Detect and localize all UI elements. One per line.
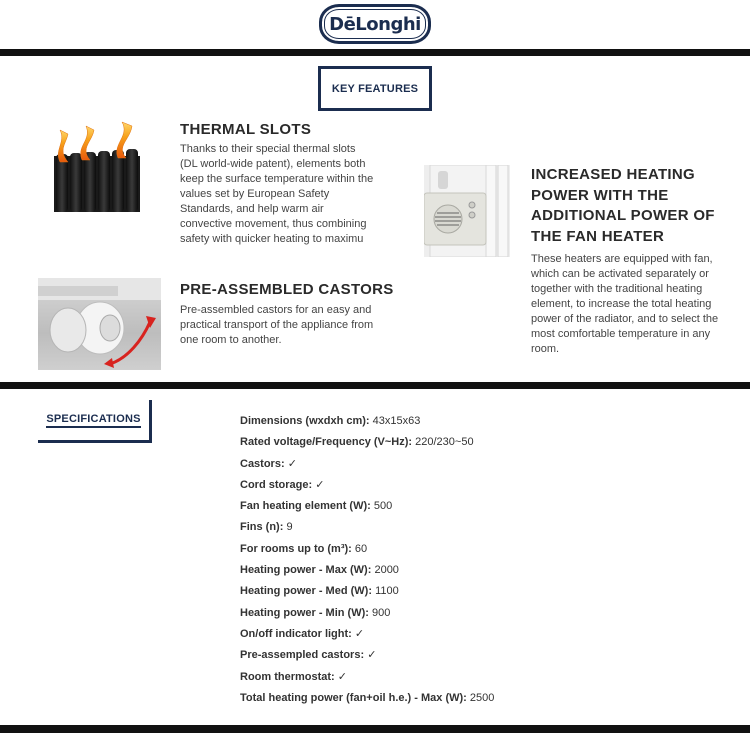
spec-label: Heating power - Med (W):	[240, 585, 372, 598]
spec-label: Dimensions (wxdxh cm):	[240, 415, 370, 427]
spec-row	[240, 454, 720, 475]
spec-value: 43x15x63	[372, 415, 421, 427]
spec-row	[240, 645, 720, 666]
spec-value: ✓	[354, 627, 365, 640]
spec-label: Room thermostat:	[240, 670, 335, 683]
castors-text: Pre-assembled castors for an easy and practical transport of the appliance from one room to another.	[180, 304, 374, 346]
specifications-heading	[38, 400, 152, 443]
spec-value: 60	[354, 542, 368, 555]
logo-text: DēLonghi	[329, 13, 421, 35]
spec-value: ✓	[367, 649, 377, 662]
spec-value: 500	[373, 500, 393, 513]
spec-label: On/off indicator light:	[240, 627, 352, 640]
top-divider	[0, 49, 750, 56]
specifications-list	[240, 411, 720, 709]
castors-title: PRE-ASSEMBLED CASTORS	[180, 281, 394, 298]
spec-label: Fan heating element (W):	[240, 500, 371, 513]
fan-heater-text: These heaters are equipped with fan, which can be activated separately or together with the traditional heating element, to increase the total heating power of the radiator, and to select the most comfortable temperature in any room.	[531, 253, 719, 355]
spec-row	[240, 624, 720, 645]
radiator-icon	[52, 120, 150, 212]
spec-label: Heating power - Max (W):	[240, 564, 372, 577]
delonghi-logo[interactable]	[319, 4, 431, 44]
spec-value: 2500	[469, 691, 495, 704]
spec-row	[240, 496, 720, 517]
spec-label: Fins (n):	[240, 521, 284, 534]
thermal-slots-title: THERMAL SLOTS	[180, 121, 312, 138]
castor-wheel-image	[38, 278, 161, 370]
spec-value: ✓	[315, 478, 325, 491]
middle-divider	[0, 382, 750, 389]
radiator-thermal-slots-image	[52, 120, 150, 212]
specifications-title: SPECIFICATIONS	[46, 413, 140, 428]
spec-value: 220/230~50	[415, 436, 474, 449]
castor-icon	[38, 278, 161, 370]
spec-row	[240, 475, 720, 496]
spec-label: For rooms up to (m³):	[240, 542, 352, 555]
spec-value: 2000	[374, 564, 399, 577]
spec-value: 9	[286, 521, 293, 534]
spec-value: ✓	[337, 670, 348, 683]
key-features-heading	[318, 66, 432, 111]
spec-row	[240, 539, 720, 560]
spec-row	[240, 667, 720, 688]
spec-label: Total heating power (fan+oil h.e.) - Max (W):	[240, 691, 467, 704]
spec-value: ✓	[287, 457, 297, 470]
key-features-title: KEY FEATURES	[331, 82, 419, 95]
spec-row	[240, 411, 720, 432]
spec-label: Heating power - Min (W):	[240, 606, 369, 619]
spec-label: Cord storage:	[240, 478, 313, 491]
spec-row	[240, 560, 720, 581]
spec-label: Rated voltage/Frequency (V~Hz):	[240, 436, 413, 449]
spec-value: 900	[372, 606, 391, 619]
bottom-divider	[0, 725, 750, 733]
spec-label: Pre-assempled castors:	[240, 649, 365, 662]
header	[0, 0, 750, 48]
spec-value: 1100	[375, 585, 399, 598]
spec-row	[240, 688, 720, 709]
fan-heater-image	[424, 165, 510, 257]
thermal-slots-text: Thanks to their special thermal slots (DL world-wide patent), elements both keep the surface temperature within the values set by European Safety Standards, and help warm air convective movement, thus combining safety with quicker heating to maximu	[180, 143, 374, 245]
fan-heater-icon	[424, 165, 510, 257]
spec-row	[240, 517, 720, 538]
spec-label: Castors:	[240, 457, 285, 470]
fan-heater-title: INCREASED HEATING POWER WITH THE ADDITIONAL POWER OF THE FAN HEATER	[531, 166, 715, 246]
spec-row	[240, 603, 720, 624]
spec-row	[240, 432, 720, 453]
spec-row	[240, 581, 720, 602]
